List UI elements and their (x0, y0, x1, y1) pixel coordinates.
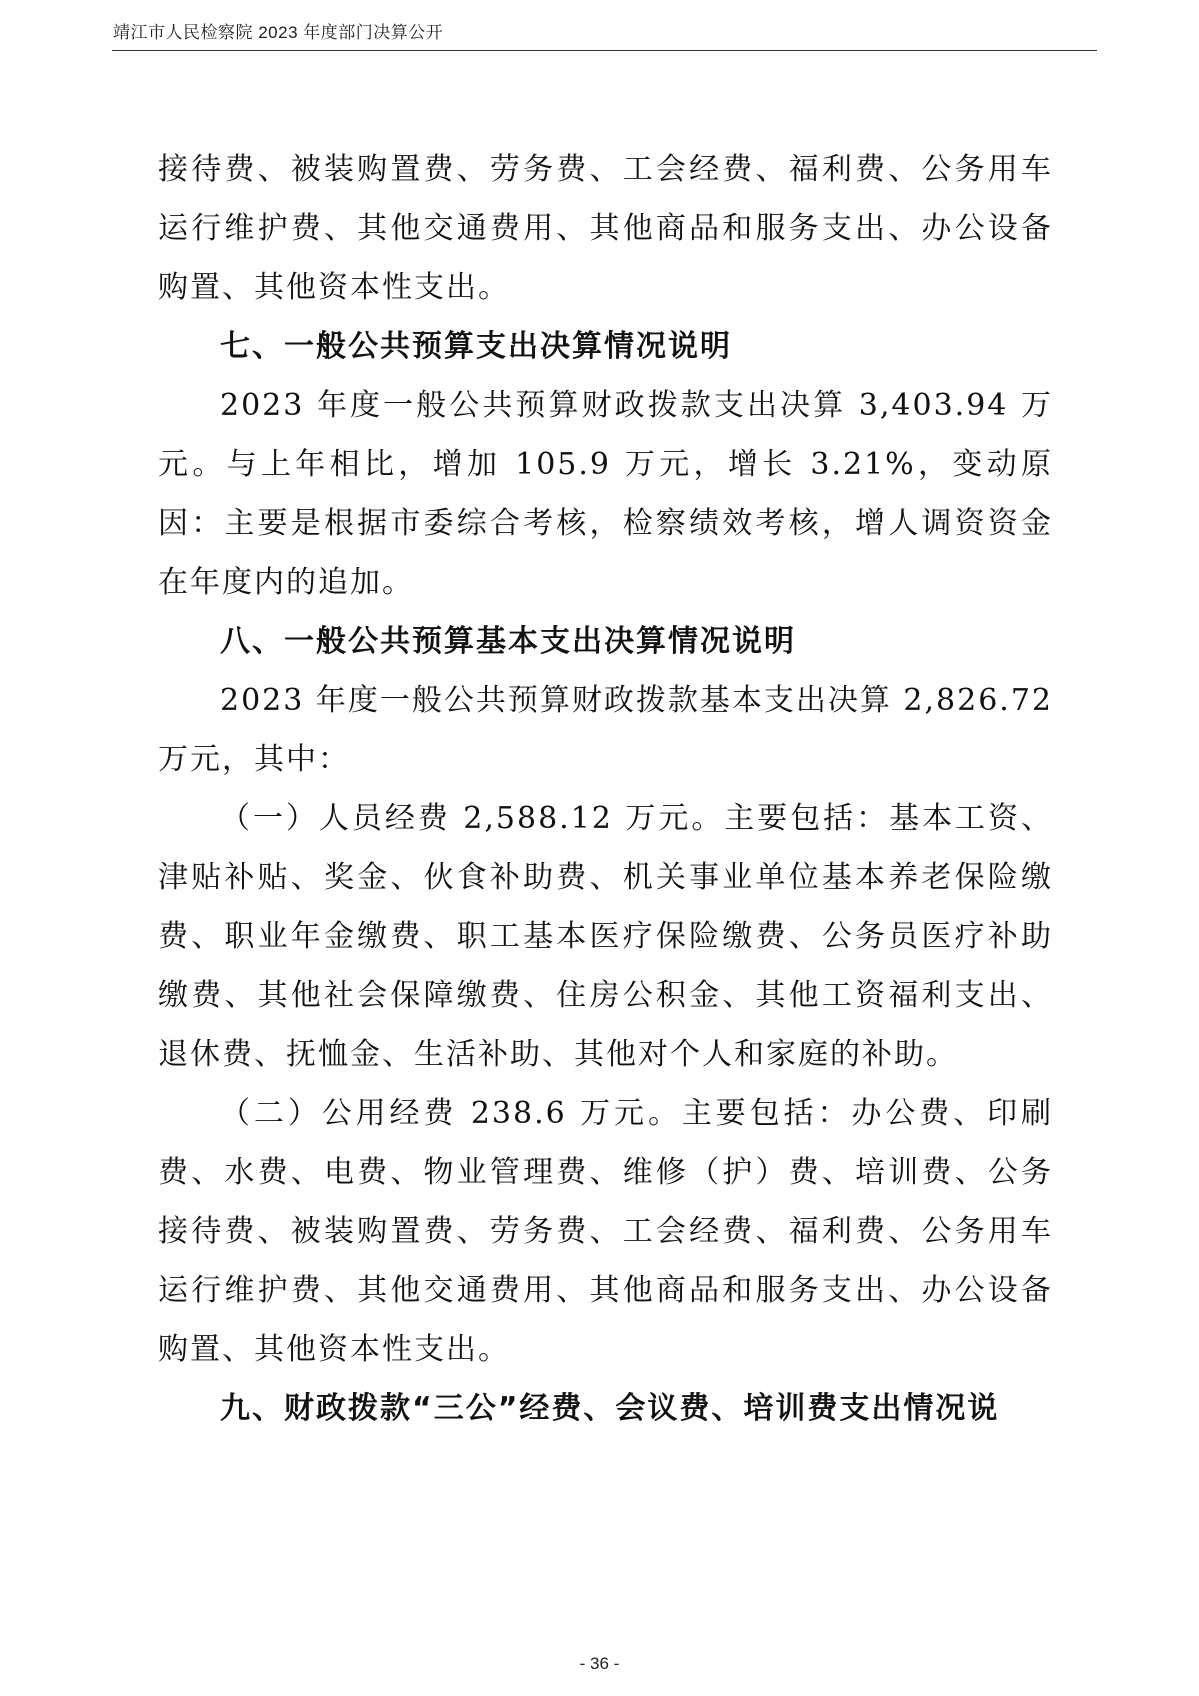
paragraph-basic-expenditure: 2023 年度一般公共预算财政拨款基本支出决算 2,826.72 万元，其中： (158, 683, 1054, 777)
paragraph-personnel-expenses: （一）人员经费 2,588.12 万元。主要包括：基本工资、津贴补贴、奖金、伙食补助费、机关事业单位基本养老保险缴费、职业年金缴费、职工基本医疗保险缴费、公务员医疗补助缴费、其他社会保障缴费、住房公积金、其他工资福利支出、退休费、抚恤金、生活补助、其他对个人和家庭的补助。 (158, 801, 1053, 1072)
section-heading-9: 九、财政拨款“三公”经费、会议费、培训费支出情况说 (220, 1391, 1000, 1426)
page-number: - 36 - (579, 1654, 620, 1673)
section-heading-7: 七、一般公共预算支出决算情况说明 (220, 329, 732, 364)
page-header-title: 靖江市人民检察院 2023 年度部门决算公开 (113, 23, 444, 42)
paragraph-public-expenses: （二）公用经费 238.6 万元。主要包括：办公费、印刷费、水费、电费、物业管理费、维修（护）费、培训费、公务接待费、被装购置费、劳务费、工会经费、福利费、公务用车运行维护费、其他交通费用、其他商品和服务支出、办公设备购置、其他资本性支出。 (158, 1096, 1053, 1367)
section-heading-8: 八、一般公共预算基本支出决算情况说明 (220, 624, 796, 659)
header-divider (112, 50, 1097, 51)
paragraph-general-expenditure: 2023 年度一般公共预算财政拨款支出决算 3,403.94 万元。与上年相比，增加 105.9 万元，增长 3.21%，变动原因：主要是根据市委综合考核，检察绩效考核，增人调资资金在年度内的追加。 (158, 388, 1053, 600)
document-body (158, 140, 1053, 1438)
paragraph-continuation: 接待费、被装购置费、劳务费、工会经费、福利费、公务用车运行维护费、其他交通费用、其他商品和服务支出、办公设备购置、其他资本性支出。 (158, 152, 1053, 305)
